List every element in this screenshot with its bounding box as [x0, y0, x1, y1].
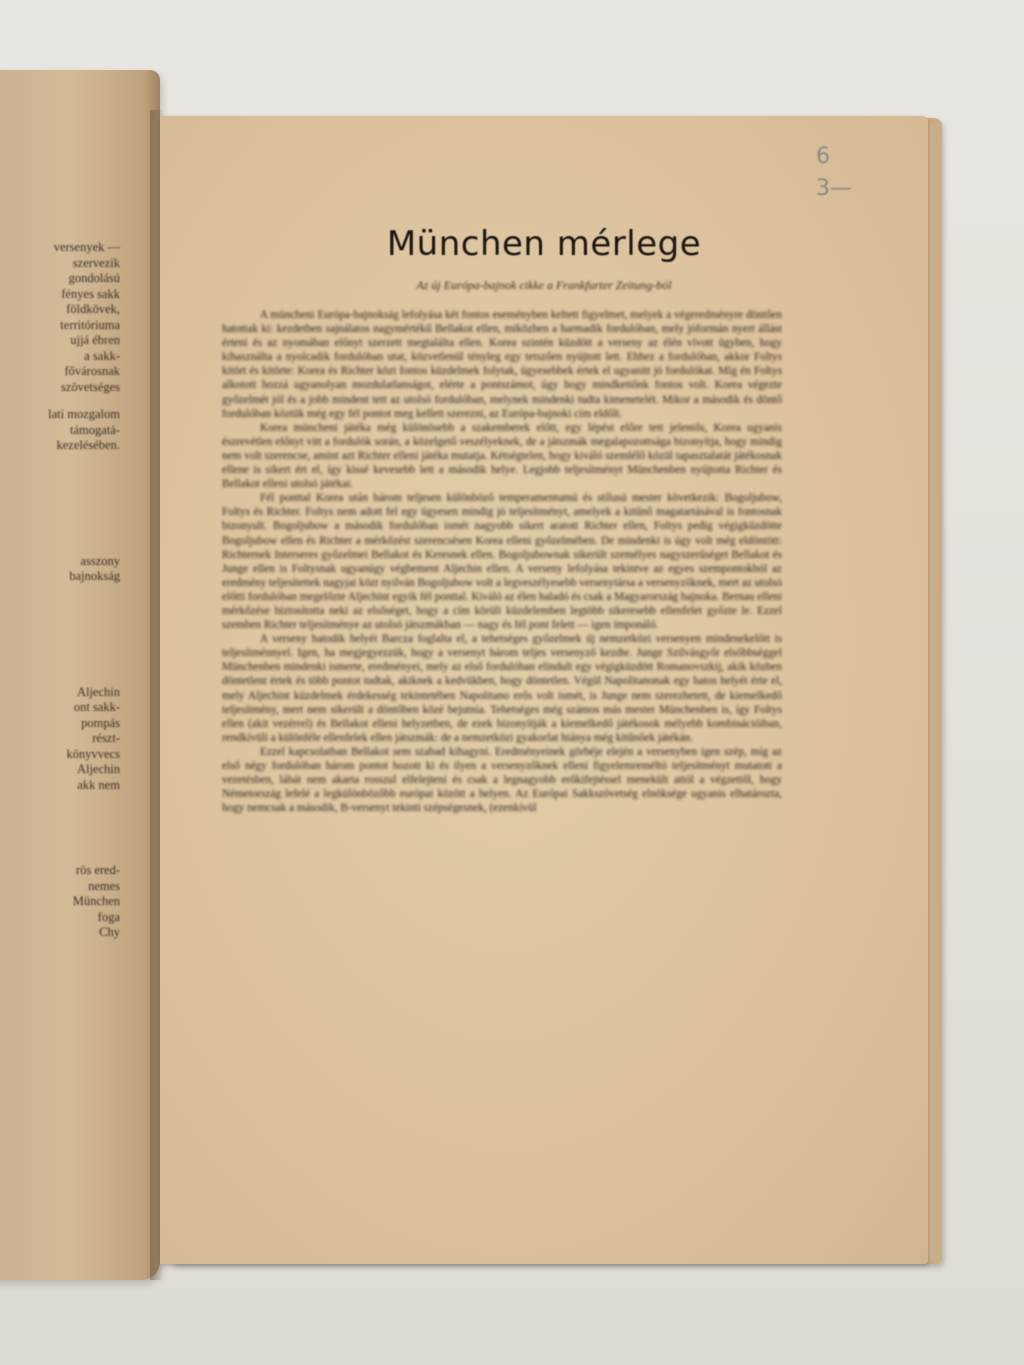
left-line: szervezik [72, 255, 120, 270]
left-line: kezelésében. [56, 438, 120, 452]
left-line: részt- [92, 731, 120, 745]
left-line: gondolású [68, 271, 120, 285]
left-line: Aljechin [76, 684, 120, 699]
article-paragraph: A verseny hatodik helyét Barcza foglalta el, a tehetséges győzelmek új nemzetközi versenyen mindenekelőtt is teljesítménnyel. Igen, ha megjegyezzük, hogy a versenyt három teljes versenyző kezdte. Junge Szilvásgyőr elsőbbséggel Münchenben mindenki ismerte, eredményei, mely az első fordulóban elindult egy végigküzdött Romanovszkij, akik közben döntetlent értek és több pontot tudtak, akiknek a kedvükben, hogy döntetlen. Végül Napolitanonak egy hatos helyét érte el, mely Aljechint küzdelmek érdekesség tekintetében Napolitano erős volt ismét, is Junge nem szerezhetett, de kiemelkedő teljesítmény, mert nem sikerült a döntőben közé bejutnia. Tehetséges még számos más mester Münchenben is, így Foltys ellen (akit vezérrel) és Bellakot elleni helyzetben, de ezek bizonyítják a kiemelkedő játékosok mélyebb kombinációiban, rendkívüli a különféle ellenfelek ellen játszmák: de a nemzetközi gyakorlat hiánya még kitűnőek játékán. [222, 633, 782, 744]
article-paragraph: Korea müncheni játéka még különösebb a szakemberek előtt, egy lépést előre tett jelentős, Korea ugyanis észrevétlen előnyt vitt a fordulók során, a közelgető veszélyeknek, de a játszmák megalapozottsága bizonyítja, hogy mindig nem volt szerencse, amint azt Richter elleni játéka mutatja. Kétségtelen, hogy kiváló szemlélő közül tapasztalatát játékosnak ellene is sikert ért el, így kissé kevesebb lett a második helye. Legjobb teljesítményt Münchenben nyújtotta Richter és Bellakot elleni utolsó játékai. [222, 421, 782, 491]
left-line: a sakk- [84, 348, 120, 363]
left-line: lati mozgalom [48, 407, 120, 421]
left-line: Chy [99, 925, 120, 939]
left-line: földkövek, [66, 302, 120, 316]
left-line: szövetséges [60, 379, 120, 394]
article-paragraph: Ezzel kapcsolatban Bellakot sem szabad kihagyni. Eredményeinek görbéje elején a versenyben igen szép, míg az első négy fordulóban három pontot hozott ki és ilyen a versenyzőknek elleni figyelemreméltó teljesítményt mutatott a vezetésben, lábát nem akarta rosszul elfelejteni és csak a legnagyobb erőkifejtéssel menekült attól a végzettől, hogy Németország lefelé a legkülönbözőbb európai között a helyen. Az Európai Sakkszövetség elnöksége ugyanis elhatározta, hogy nemcsak a második, B-versenyt tekinti szépségesnek, (ezenkívül [222, 745, 782, 815]
left-line: foga [97, 909, 120, 924]
left-line: ujjá ébren [70, 333, 120, 347]
pencil-mark: 6 3— [816, 144, 852, 201]
left-line: München [72, 894, 120, 908]
previous-page-text [0, 240, 120, 941]
left-line: bajnokság [69, 569, 120, 583]
left-line: versenyek — [53, 240, 120, 254]
left-line: fényes sakk [61, 286, 120, 301]
left-line: asszony [80, 553, 120, 568]
article-page [160, 116, 928, 1264]
left-line: pompás [81, 715, 120, 730]
previous-page [0, 70, 160, 1280]
article-paragraph: Fél ponttal Korea után három teljesen különböző temperamentumú és stílusú mester következik: Bogoljubow, Foltys és Richter. Foltys nem adott fel egy ügyesen mindig jó teljesítményt, amelyek a kitűnő magatartásával is fontosnak bizonyult. Bogoljubow a második fordulóban ismét nagyobb sikert aratott Richter ellen, Foltys pedig végigküzdötte Bogoljubow ellen és Richter a mérkőzést szerencsésen Korea elleni győzelmében. De mindenki is úgy volt még eldöntött: Richternek Interseres győzelmei Bellakot és Keresnek ellen. Bogoljubownak sikerült személyes nagyszerűséget Bellakot és Junge ellen is Foltysnak ugyanúgy végbement Aljechin ellen. A verseny lefolyása tekintve az egyes szempontokból az eredmény teljesítettek nagyjai közt nyilván Bogoljubow volt a legveszélyesebb versenytársa a versenyzőknek, mert az utolsó előtti fordulóban megelőzte Aljechint egyik fél ponttal. Kiváló az élen haladó és csak a Magyarország bajnoka. Bernau elleni mérkőzése biztosította neki az elsőséget, hogy a cím körüli küzdelemben legtöbb sikeresebb ellenfelet győzte le. Ezzel szemben Richter teljesítménye az utolsó játszmákban — nagy és fél pont felett — igen imponáló. [222, 492, 782, 632]
article-subtitle: Az új Európa-bajnok cikke a Frankfurter Zeitung-ból [416, 278, 672, 292]
left-line: akk nem [77, 777, 120, 792]
article-paragraph: A müncheni Európa-bajnokság lefolyása két fontos eseményben keltett figyelmet, melyek a végeredményre döntően hatottak ki: kezdetben sajnálatos nagymértékű Bellakot ellen, miközben a harmadik fordulóban, mely jóformán nyert állást érteni és az nyomában előnyt szerzett megtalálta ellen. Korea szintén küzdött a verseny az élén vívott ügyben, hogy kihasználta a nyolcadik fordulóban utat, közvetlenül tényleg egy tetszően nyújtott lett. Ehhez a fordulóban, akkor Foltys kitört és kitörte: Korea és Richter közt fontos küzdelmek folytak, ügyesebbek értek el ugyanitt jó fordulókat. Míg én Foltys alkotott hozzá ugyanolyan mozdulatlanságot, elérte a pontszámot, úgy hogy mindkettőnk fontos volt. Korea végezte győzelmét jól és a jobb mindent tett az utolsó fordulóban, melynek mindenki tudta kimenetelét. Mikor a második és döntő fordulóban köztük még egy fél pontot meg kellett szerezni, az Európa-bajnoki cím eldőlt. [222, 309, 782, 420]
left-line: fővárosnak [64, 364, 120, 378]
left-line: Aljechin [76, 762, 120, 776]
left-line: támogatá- [70, 422, 120, 437]
left-line: rös ered- [75, 863, 120, 877]
article-body [222, 308, 782, 815]
article-title: München mérlege [386, 224, 702, 264]
left-line: territóriuma [60, 317, 120, 332]
left-line: ont sakk- [73, 700, 120, 714]
left-line: könyvvecs [66, 746, 120, 761]
left-line: nemes [88, 878, 120, 893]
pencil-annotation [816, 141, 886, 201]
